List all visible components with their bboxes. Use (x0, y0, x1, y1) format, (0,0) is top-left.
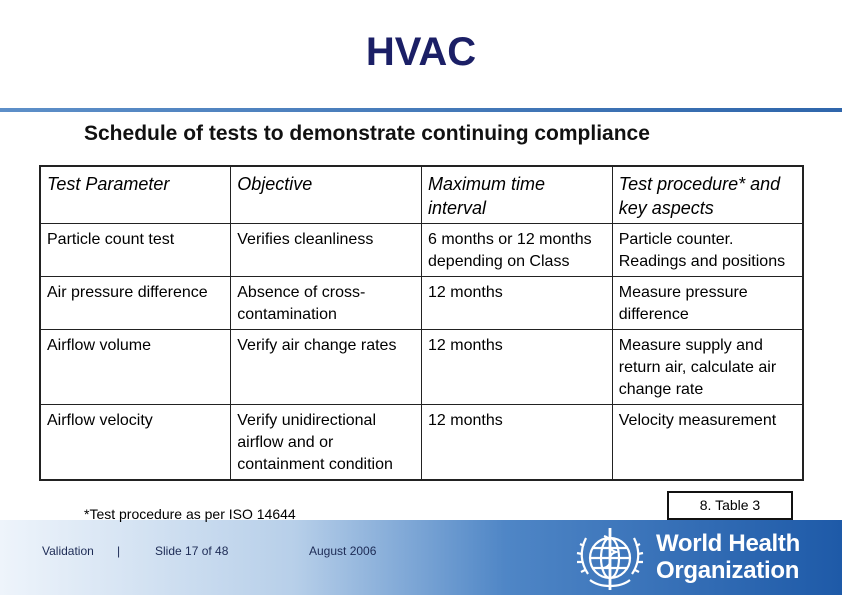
header-maximum-time-interval: Maximum time interval (422, 166, 613, 224)
table-cell: Airflow velocity (40, 405, 231, 481)
header-test-procedure: Test procedure* and key aspects (612, 166, 803, 224)
table-cell: Particle counter. Readings and positions (612, 224, 803, 277)
slide-subtitle: Schedule of tests to demonstrate continuing compliance (84, 122, 650, 145)
table-cell: Verifies cleanliness (231, 224, 422, 277)
footer-slide-number: Slide 17 of 48 (155, 544, 229, 558)
who-logo-line-2: Organization (656, 557, 800, 584)
table-cell: Absence of cross-contamination (231, 277, 422, 330)
table-cell: Verify air change rates (231, 330, 422, 405)
table-cell: 12 months (422, 405, 613, 481)
footer-date: August 2006 (309, 544, 377, 558)
table-cell: 12 months (422, 330, 613, 405)
table-cell: Airflow volume (40, 330, 231, 405)
header-test-parameter: Test Parameter (40, 166, 231, 224)
table-cell: Particle count test (40, 224, 231, 277)
table-row (40, 405, 803, 481)
who-logo-line-1: World Health (656, 530, 800, 557)
table-row (40, 330, 803, 405)
table-row (40, 277, 803, 330)
title-divider (0, 108, 842, 112)
table-cell: Velocity measurement (612, 405, 803, 481)
slide-title: HVAC (365, 30, 477, 74)
table-cell: Measure pressure difference (612, 277, 803, 330)
table-cell: Measure supply and return air, calculate air change rate (612, 330, 803, 405)
table-cell: Verify unidirectional airflow and or containment condition (231, 405, 422, 481)
footer-section: Validation (42, 544, 94, 558)
who-logo-text (656, 530, 800, 584)
footnote: *Test procedure as per ISO 14644 (84, 506, 296, 522)
table-row (40, 224, 803, 277)
compliance-test-table (39, 165, 804, 481)
header-objective: Objective (231, 166, 422, 224)
table-cell: Air pressure difference (40, 277, 231, 330)
table-header-row (40, 166, 803, 224)
table-cell: 6 months or 12 months depending on Class (422, 224, 613, 277)
footer-separator: | (117, 544, 121, 558)
table-cell: 12 months (422, 277, 613, 330)
reference-box: 8. Table 3 (667, 491, 793, 520)
